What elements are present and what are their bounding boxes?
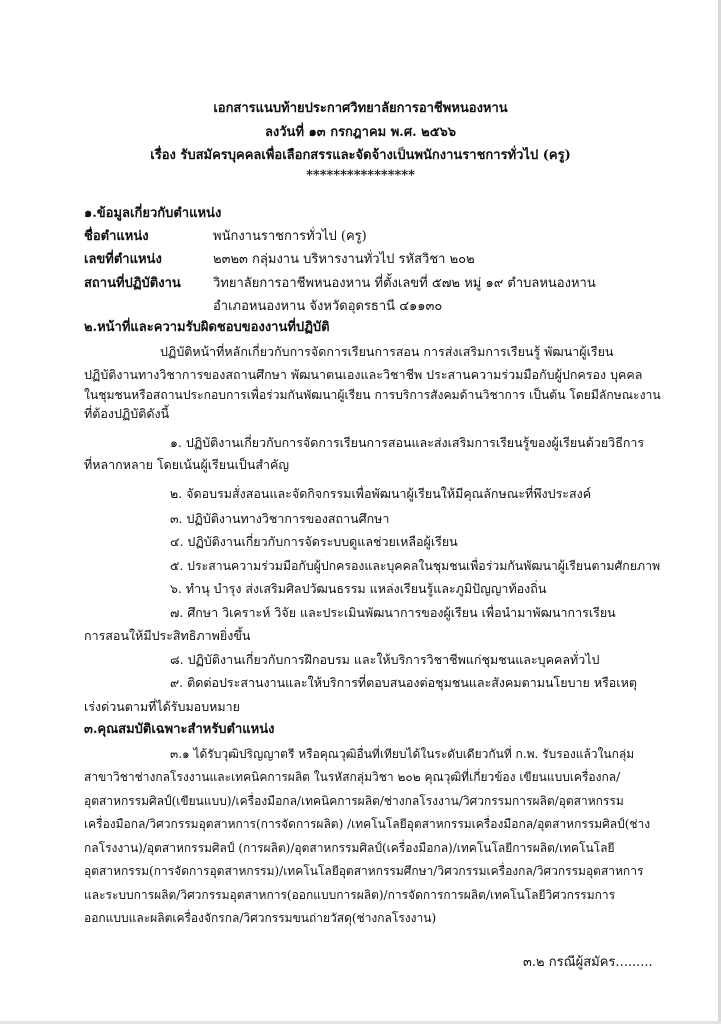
duty-item: ๑. ปฏิบัติงานเกี่ยวกับการจัดการเรียนการสอนและส่งเสริมการเรียนรู้ของผู้เรียนด้วยวิธีการ [170, 435, 645, 450]
duty-item: ๔. ปฏิบัติงานเกี่ยวกับการจัดระบบดูแลช่วยเหลือผู้เรียน [170, 534, 458, 549]
duty-item: การสอนให้มีประสิทธิภาพยิ่งขึ้น [84, 628, 251, 643]
document-subject: เรื่อง รับสมัครบุคคลเพื่อเลือกสรรและจัดจ้างเป็นพนักงานราชการทั่วไป (ครู) [150, 148, 571, 163]
qualification-line: เครื่องมือกล/วิศวกรรมอุตสาหการ(การจัดการผลิต) /เทคโนโลยีอุตสาหกรรมเครื่องมือกล/อุตสาหกรรมศิลป์(ช่าง [84, 817, 651, 831]
qualification-line: กลโรงงาน)/อุตสาหกรรมศิลป์ (การผลิต)/อุตสาหกรรมศิลป์(เครื่องมือกล)/เทคโนโลยีการผลิต/เทคโนโลยี [84, 841, 615, 855]
qualification-line: สาขาวิชาช่างกลโรงงานและเทคนิคการผลิต ในรหัสกลุ่มวิชา ๒๐๒ คุณวุฒิที่เกี่ยวข้อง เขียนแบบเครื่องกล/ [84, 770, 621, 784]
qualification-line: ออกแบบและผลิตเครื่องจักรกล/วิศวกรรมขนถ่ายวัสดุ(ช่างกลโรงงาน) [84, 911, 437, 925]
duty-item: ๖. ทำนุ บำรุง ส่งเสริมศิลปวัฒนธรรม แหล่งเรียนรู้และภูมิปัญญาท้องถิ่น [170, 581, 547, 596]
duty-item: ๕. ประสานความร่วมมือกับผู้ปกครองและบุคคลในชุมชนเพื่อร่วมกันพัฒนาผู้เรียนตามศักยภาพ [170, 559, 661, 573]
duty-item: เร่งด่วนตามที่ได้รับมอบหมาย [84, 699, 240, 714]
qualification-line: อุตสาหกรรม(การจัดการอุตสาหกรรม)/เทคโนโลยีอุตสาหกรรมศึกษา/วิศวกรรมเครื่องกล/วิศวกรรมอุตสาหการ [84, 864, 644, 878]
section3-heading: ๓.คุณสมบัติเฉพาะสำหรับตำแหน่ง [84, 722, 275, 737]
duty-item: ๒. จัดอบรมสั่งสอนและจัดกิจกรรมเพื่อพัฒนาผู้เรียนให้มีคุณลักษณะที่พึงประสงค์ [170, 486, 592, 501]
position-name-label: ชื่อตำแหน่ง [84, 229, 149, 244]
qualification-line: อุตสาหกรรมศิลป์(เขียนแบบ)/เครื่องมือกล/เทคนิคการผลิต/ช่างกลโรงงาน/วิศวกรรมการผลิต/อุตสาหกรรม [84, 794, 624, 808]
workplace-value: วิทยาลัยการอาชีพหนองหาน ที่ตั้งเลขที่ ๕๗๒ หมู่ ๑๙ ตำบลหนองหาน [213, 276, 596, 291]
position-number-value: ๒๓๒๓ กลุ่มงาน บริหารงานทั่วไป รหัสวิชา ๒๐๒ [213, 252, 475, 267]
duties-intro-line: ปฏิบัติหน้าที่หลักเกี่ยวกับการจัดการเรียนการสอน การส่งเสริมการเรียนรู้ พัฒนาผู้เรียน [160, 344, 614, 359]
workplace-label: สถานที่ปฏิบัติงาน [84, 276, 181, 291]
qualification-line: และระบบการผลิต/วิศวกรรมอุตสาหการ(ออกแบบการผลิต)/การจัดการการผลิต/เทคโนโลยีวิศวกรรมการ [84, 888, 616, 902]
section1-heading: ๑.ข้อมูลเกี่ยวกับตำแหน่ง [84, 206, 222, 221]
position-name-value: พนักงานราชการทั่วไป (ครู) [213, 229, 367, 244]
duty-item: ๙. ติดต่อประสานงานและให้บริการที่ตอบสนองต่อชุมชนและสังคมตามนโยบาย หรือเหตุ [170, 675, 637, 690]
position-number-label: เลขที่ตำแหน่ง [84, 252, 162, 267]
duties-intro-line: ปฏิบัติงานทางวิชาการของสถานศึกษา พัฒนาตนเองและวิชาชีพ ประสานความร่วมมือกับผู้ปกครอง บุคคล [84, 367, 643, 382]
continued-marker: ๓.๒ กรณีผู้สมัคร......... [523, 955, 653, 970]
qualification-line: ๓.๑ ได้รับวุฒิปริญญาตรี หรือคุณวุฒิอื่นที่เทียบได้ในระดับเดียวกันที่ ก.พ. รับรองแล้วในกลุ่ม [170, 747, 635, 761]
duty-item: ๘. ปฏิบัติงานเกี่ยวกับการฝึกอบรม และให้บริการวิชาชีพแก่ชุมชนและบุคคลทั่วไป [170, 652, 600, 667]
separator-stars: **************** [306, 168, 415, 183]
duty-item: ๓. ปฏิบัติงานทางวิชาการของสถานศึกษา [170, 511, 390, 526]
duties-intro-line: ที่ต้องปฏิบัติดังนี้ [84, 406, 170, 421]
section2-heading: ๒.หน้าที่และความรับผิดชอบของงานที่ปฏิบัติ [84, 320, 330, 335]
document-title: เอกสารแนบท้ายประกาศวิทยาลัยการอาชีพหนองหาน [213, 101, 508, 116]
duties-intro-line: ในชุมชนหรือสถานประกอบการเพื่อร่วมกันพัฒนาผู้เรียน การบริการสังคมด้านวิชาการ เป็นต้น โดยมีลักษณะงาน [84, 388, 661, 402]
document-date: ลงวันที่ ๑๓ กรกฎาคม พ.ศ. ๒๕๖๖ [264, 125, 457, 140]
workplace-address: อำเภอหนองหาน จังหวัดอุดรธานี ๔๑๑๓๐ [213, 299, 443, 314]
duty-item: ๗. ศึกษา วิเคราะห์ วิจัย และประเมินพัฒนาการของผู้เรียน เพื่อนำมาพัฒนาการเรียน [170, 605, 616, 620]
duty-item: ที่หลากหลาย โดยเน้นผู้เรียนเป็นสำคัญ [84, 457, 290, 472]
